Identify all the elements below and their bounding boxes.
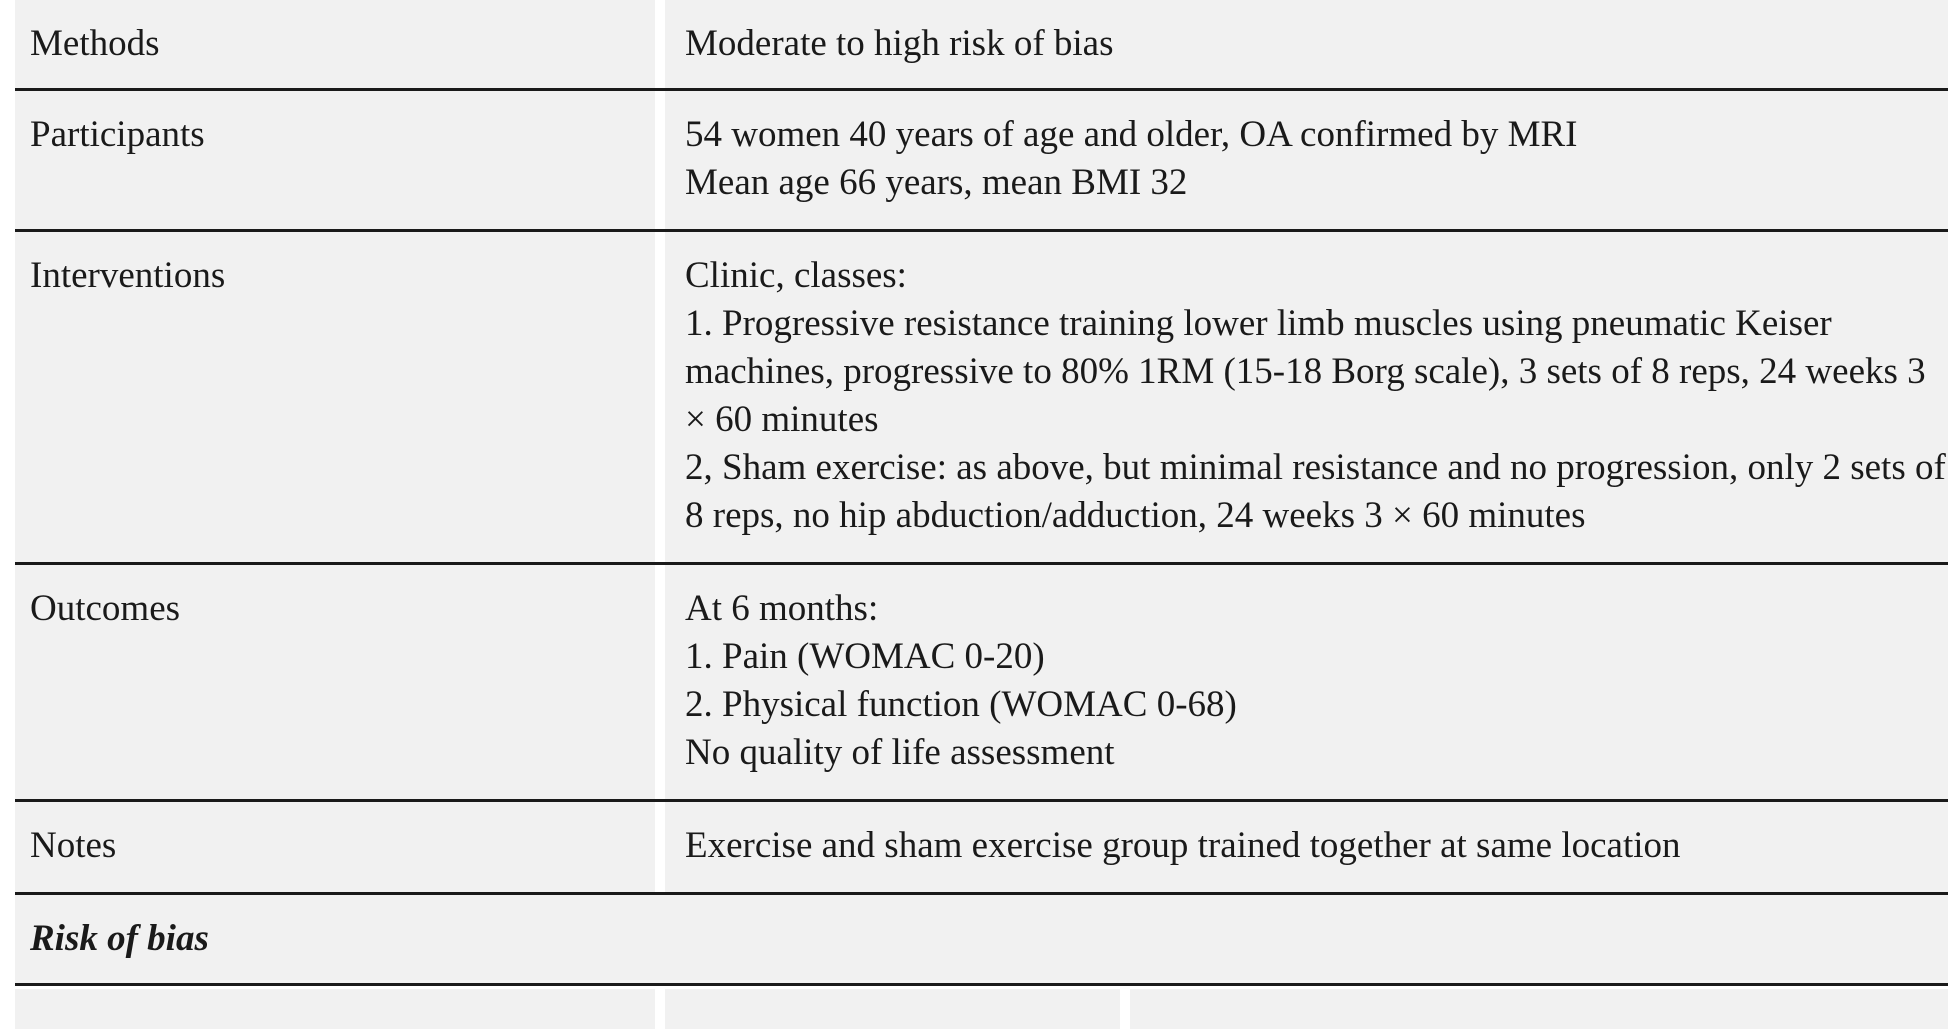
row-label: Notes (15, 802, 655, 892)
section-heading-row (15, 895, 1948, 986)
row-value: At 6 months: 1. Pain (WOMAC 0-20) 2. Physical function (WOMAC 0-68) No quality of life assessment (665, 565, 1948, 799)
partial-cell (1130, 989, 1948, 1029)
row-label: Methods (15, 0, 655, 88)
table-row-notes (15, 802, 1948, 895)
row-label: Outcomes (15, 565, 655, 799)
table-row-interventions (15, 232, 1948, 565)
table-row-outcomes (15, 565, 1948, 802)
row-value: Exercise and sham exercise group trained together at same location (665, 802, 1948, 892)
row-label: Participants (15, 91, 655, 229)
table-row-methods (15, 0, 1948, 91)
table-row-participants (15, 91, 1948, 232)
partial-cell (665, 989, 1120, 1029)
row-label: Interventions (15, 232, 655, 562)
study-characteristics-table (15, 0, 1948, 1029)
row-value: 54 women 40 years of age and older, OA confirmed by MRI Mean age 66 years, mean BMI 32 (665, 91, 1948, 229)
table-row-partial (15, 989, 1948, 1029)
partial-cell (15, 989, 655, 1029)
row-value: Moderate to high risk of bias (665, 0, 1948, 88)
section-heading: Risk of bias (15, 895, 1948, 983)
row-value: Clinic, classes: 1. Progressive resistance training lower limb muscles using pneumatic Keiser machines, progressive to 80% 1RM (15-18 Borg scale), 3 sets of 8 reps, 24 weeks 3 × 60 minutes 2, Sham exercise: as above, but minimal resistance and no progression, only 2 sets of 8 reps, no hip abduction/adduction, 24 weeks 3 × 60 minutes (665, 232, 1948, 562)
